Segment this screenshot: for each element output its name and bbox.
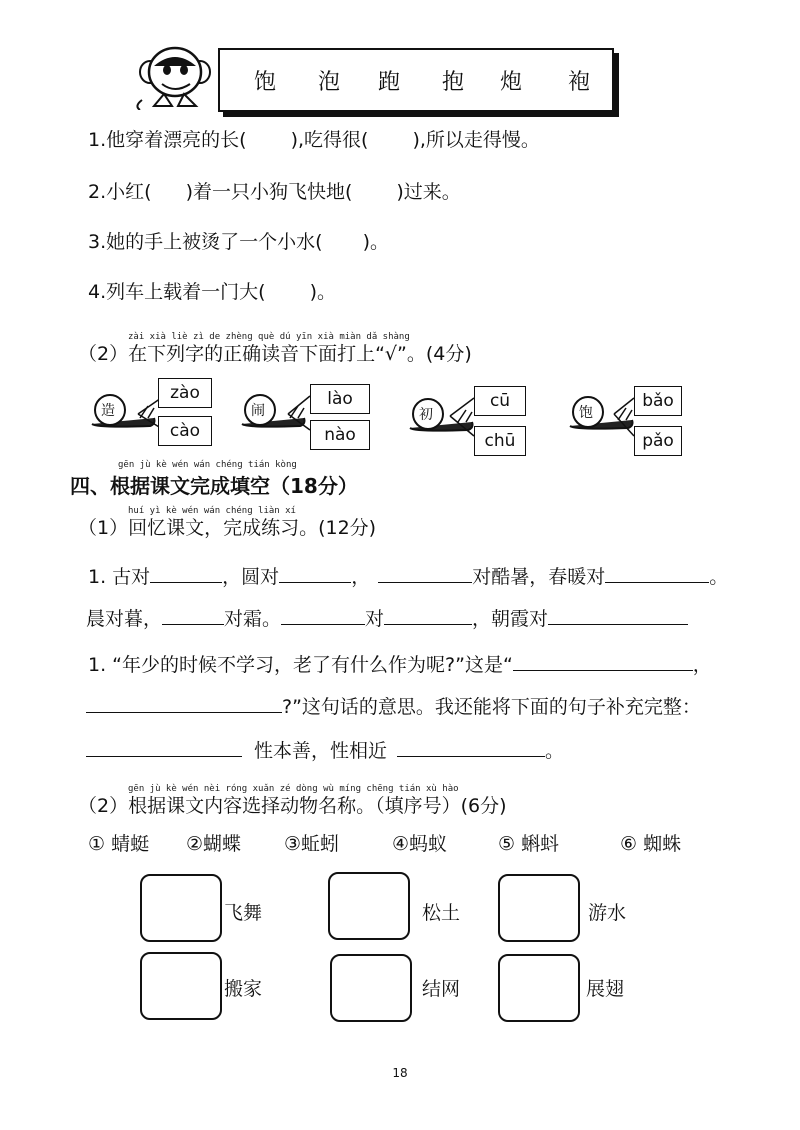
answer-blank[interactable] (86, 738, 242, 757)
animal-option: ⑥ 蜘蛛 (620, 833, 682, 855)
answer-box[interactable] (140, 874, 222, 942)
word-bank-char: 饱 (254, 70, 277, 95)
answer-blank[interactable] (86, 694, 282, 713)
animal-option: ④蚂蚁 (392, 833, 448, 855)
pinyin-option[interactable]: pǎo (634, 426, 682, 456)
word-bank-char: 泡 (318, 70, 341, 95)
action-label: 飞舞 (224, 902, 263, 924)
animal-option: ②蝴蝶 (186, 833, 242, 855)
answer-box[interactable] (498, 874, 580, 942)
question-2-prompt: （2）在下列字的正确读音下面打上“√”。(4分) (78, 343, 472, 365)
connector-lines (286, 390, 312, 434)
section4-q2-prompt: （2）根据课文内容选择动物名称。（填序号）(6分) (78, 795, 507, 817)
answer-blank[interactable] (397, 738, 545, 757)
snail-char: 闹 (251, 403, 265, 419)
pinyin-option[interactable]: cū (474, 386, 526, 416)
pinyin-section4-q2: gēn jù kè wén nèi róng xuǎn zé dòng wù míng chēng tián xù hào (128, 784, 459, 794)
action-label: 搬家 (224, 978, 263, 1000)
pinyin-option[interactable]: chū (474, 426, 526, 456)
action-label: 展翅 (586, 978, 625, 1000)
snail-char: 造 (101, 403, 115, 419)
animal-option: ① 蜻蜓 (88, 833, 150, 855)
word-bank-char: 炮 (500, 70, 523, 95)
answer-box[interactable] (498, 954, 580, 1022)
connector-lines (612, 392, 636, 440)
sentence-4: 4.列车上载着一门大( )。 (88, 281, 336, 303)
snail-char: 初 (419, 407, 433, 423)
word-bank-char: 袍 (568, 70, 591, 95)
fill-line-3: 1. “年少的时候不学习，老了有什么作为呢?”这是“ ， (88, 654, 712, 676)
pinyin-option[interactable]: zào (158, 378, 212, 408)
pinyin-option[interactable]: nào (310, 420, 370, 450)
snail-char: 饱 (579, 405, 593, 421)
fill-line-4: ?”这句话的意思。我还能将下面的句子补充完整： (86, 694, 701, 719)
answer-blank[interactable] (605, 564, 709, 583)
word-bank-char: 跑 (378, 70, 401, 95)
word-bank-box (218, 48, 614, 112)
answer-blank[interactable] (281, 606, 365, 625)
connector-lines (448, 392, 476, 440)
fill-line-5: 性本善，性相近 。 (86, 738, 564, 763)
sentence-1: 1.他穿着漂亮的长( ),吃得很( ),所以走得慢。 (88, 129, 540, 151)
animal-option: ③蚯蚓 (284, 833, 340, 855)
fill-line-1: 1. 古对 ，圆对 ， 对酷暑，春暖对 。 (88, 566, 729, 588)
section4-q1-prompt: （1）回忆课文，完成练习。(12分) (78, 517, 377, 539)
answer-blank[interactable] (279, 564, 351, 583)
answer-blank[interactable] (162, 606, 224, 625)
answer-box[interactable] (328, 872, 410, 940)
fill-line-2: 晨对暮， 对霜。 对 ，朝霞对 (86, 606, 688, 631)
sentence-3: 3.她的手上被烫了一个小水( )。 (88, 231, 389, 253)
pinyin-option[interactable]: cào (158, 416, 212, 446)
animal-option: ⑤ 蝌蚪 (498, 833, 560, 855)
action-label: 松土 (422, 902, 461, 924)
action-label: 游水 (588, 902, 627, 924)
section4-title: 四、根据课文完成填空（18分） (70, 474, 358, 498)
answer-blank[interactable] (150, 564, 222, 583)
answer-box[interactable] (330, 954, 412, 1022)
pinyin-q2: zài xià liè zì de zhèng què dú yīn xià miàn dǎ shàng (128, 332, 410, 342)
answer-blank[interactable] (378, 564, 472, 583)
word-bank-char: 抱 (442, 70, 465, 95)
page-number: 18 (392, 1066, 408, 1080)
pinyin-option[interactable]: bǎo (634, 386, 682, 416)
pinyin-section4-title: gēn jù kè wén wán chéng tián kòng (118, 460, 297, 470)
answer-blank[interactable] (384, 606, 472, 625)
answer-box[interactable] (140, 952, 222, 1020)
action-label: 结网 (422, 978, 461, 1000)
answer-blank[interactable] (513, 652, 693, 671)
answer-blank[interactable] (548, 606, 688, 625)
pinyin-option[interactable]: lào (310, 384, 370, 414)
pinyin-section4-q1: huí yì kè wén wán chéng liàn xí (128, 506, 296, 516)
monkey-illustration (134, 44, 218, 110)
sentence-2: 2.小红( )着一只小狗飞快地( )过来。 (88, 181, 461, 203)
